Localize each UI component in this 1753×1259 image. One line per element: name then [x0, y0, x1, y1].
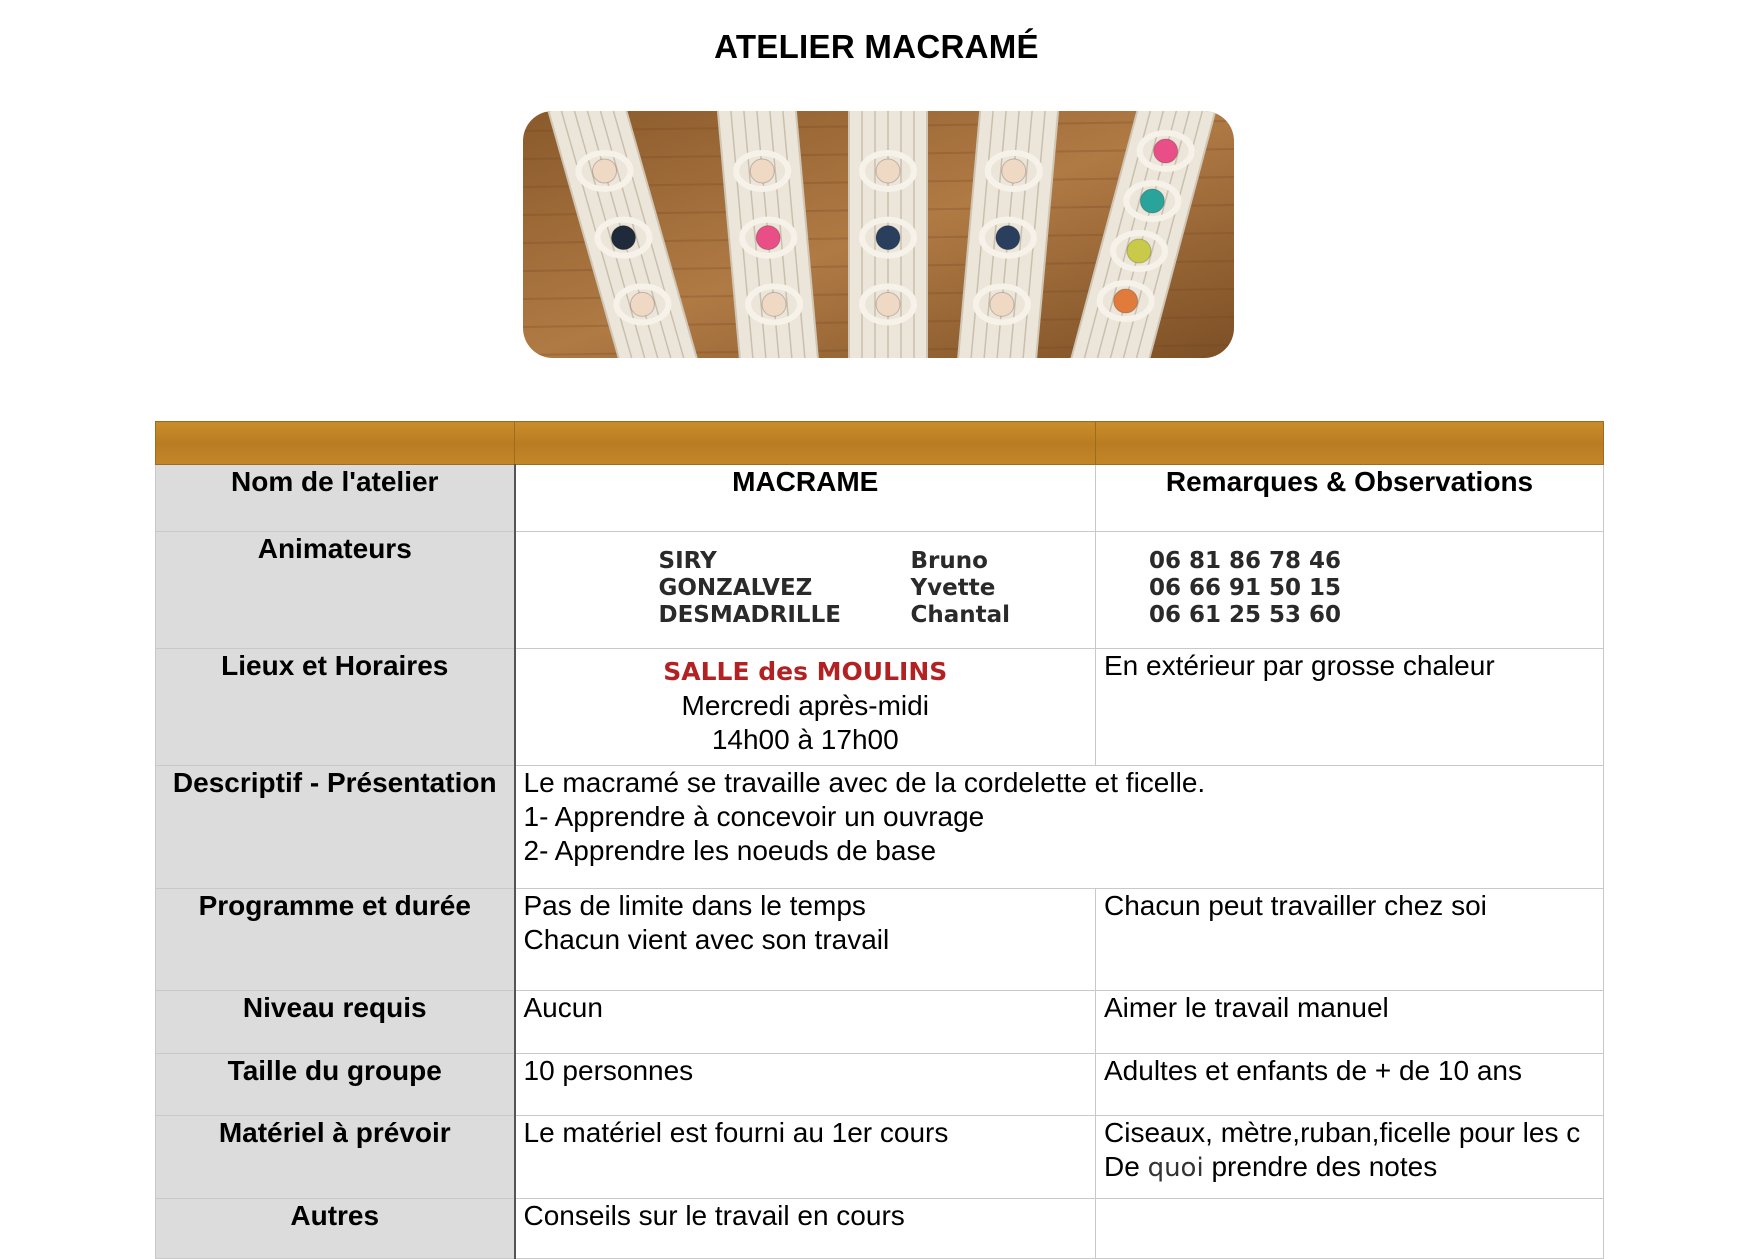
- materiel-remark-line: Ciseaux, mètre,ruban,ficelle pour les c: [1104, 1117, 1581, 1148]
- band-cell: [156, 422, 515, 465]
- autres-remark: [1096, 1199, 1604, 1259]
- animateurs-phones: [1096, 532, 1604, 649]
- place-name: SALLE des MOULINS: [663, 657, 948, 686]
- row-lieux: [156, 649, 1604, 766]
- wooden-bead: [990, 292, 1014, 316]
- animateur-last-name: GONZALVEZ: [658, 575, 813, 601]
- phone-number: 06 81 86 78 46: [1149, 548, 1342, 574]
- row-programme: [156, 889, 1604, 991]
- remark-text: De: [1104, 1151, 1148, 1182]
- row-label: Autres: [156, 1199, 515, 1259]
- lieux-cell: [515, 649, 1096, 766]
- animateur-first-name: Yvette: [910, 575, 996, 601]
- row-label: Taille du groupe: [156, 1054, 515, 1116]
- materiel-remark-line: [1104, 1150, 1595, 1185]
- wooden-bead: [611, 226, 635, 250]
- programme-cell: [515, 889, 1096, 991]
- wooden-bead: [876, 226, 900, 250]
- materiel-remark: [1096, 1116, 1604, 1199]
- wooden-bead: [876, 159, 900, 183]
- wooden-bead: [593, 159, 617, 183]
- band-cell: [1096, 422, 1604, 465]
- taille-remark: Adultes et enfants de + de 10 ans: [1096, 1054, 1604, 1116]
- row-label: Descriptif - Présentation: [156, 766, 515, 889]
- descriptif-line: 1- Apprendre à concevoir un ouvrage: [523, 801, 985, 832]
- wooden-bead: [756, 226, 780, 250]
- remark-text: prendre des notes: [1203, 1151, 1438, 1182]
- row-label: Programme et durée: [156, 889, 515, 991]
- wooden-bead: [996, 226, 1020, 250]
- niveau-value: Aucun: [515, 991, 1096, 1054]
- animateur-first-name: Chantal: [910, 602, 1011, 628]
- wooden-bead: [750, 159, 774, 183]
- animateurs-names: [515, 532, 1096, 649]
- wooden-bead: [630, 292, 654, 316]
- row-materiel: [156, 1116, 1604, 1199]
- animateur-last-name: SIRY: [658, 548, 717, 574]
- taille-value: 10 personnes: [515, 1054, 1096, 1116]
- wooden-bead: [762, 292, 786, 316]
- workshop-name: MACRAME: [515, 465, 1096, 532]
- wooden-bead: [1127, 239, 1151, 263]
- row-label: Matériel à prévoir: [156, 1116, 515, 1199]
- animateur-first-name: Bruno: [910, 548, 988, 574]
- band-cell: [515, 422, 1096, 465]
- programme-line: Pas de limite dans le temps: [523, 890, 866, 921]
- row-label: Nom de l'atelier: [156, 465, 515, 532]
- row-descriptif: [156, 766, 1604, 889]
- workshop-table: [155, 421, 1604, 1259]
- day-text: Mercredi après-midi: [681, 690, 929, 721]
- wooden-bead: [1140, 189, 1164, 213]
- row-taille: [156, 1054, 1604, 1116]
- wooden-bead: [876, 292, 900, 316]
- remarks-header: Remarques & Observations: [1096, 465, 1604, 532]
- wooden-bead: [1114, 289, 1138, 313]
- remark-text-alt-font: quoi: [1147, 1153, 1204, 1183]
- table-header-band: [156, 422, 1604, 465]
- wooden-bead: [1002, 159, 1026, 183]
- descriptif-line: Le macramé se travaille avec de la cordelette et ficelle.: [523, 767, 1206, 798]
- row-animateurs: [156, 532, 1604, 649]
- niveau-remark: Aimer le travail manuel: [1096, 991, 1604, 1054]
- row-label: Animateurs: [156, 532, 515, 649]
- descriptif-line: 2- Apprendre les noeuds de base: [523, 835, 937, 866]
- wooden-bead: [1154, 139, 1178, 163]
- lieux-remark: En extérieur par grosse chaleur: [1096, 649, 1604, 766]
- hours-text: 14h00 à 17h00: [711, 724, 899, 755]
- row-niveau: [156, 991, 1604, 1054]
- descriptif-cell: [515, 766, 1604, 889]
- phone-number: 06 66 91 50 15: [1149, 575, 1342, 601]
- macrame-bracelets-photo: [523, 111, 1234, 358]
- row-nom: [156, 465, 1604, 532]
- autres-value: Conseils sur le travail en cours: [515, 1199, 1096, 1259]
- phone-number: 06 61 25 53 60: [1149, 602, 1342, 628]
- row-autres: [156, 1199, 1604, 1259]
- programme-line: Chacun vient avec son travail: [523, 924, 890, 955]
- programme-remark: Chacun peut travailler chez soi: [1096, 889, 1604, 991]
- row-label: Lieux et Horaires: [156, 649, 515, 766]
- materiel-value: Le matériel est fourni au 1er cours: [515, 1116, 1096, 1199]
- animateur-last-name: DESMADRILLE: [658, 602, 841, 628]
- photo-illustration: [523, 111, 1234, 358]
- row-label: Niveau requis: [156, 991, 515, 1054]
- page-title: ATELIER MACRAMÉ: [714, 28, 1039, 65]
